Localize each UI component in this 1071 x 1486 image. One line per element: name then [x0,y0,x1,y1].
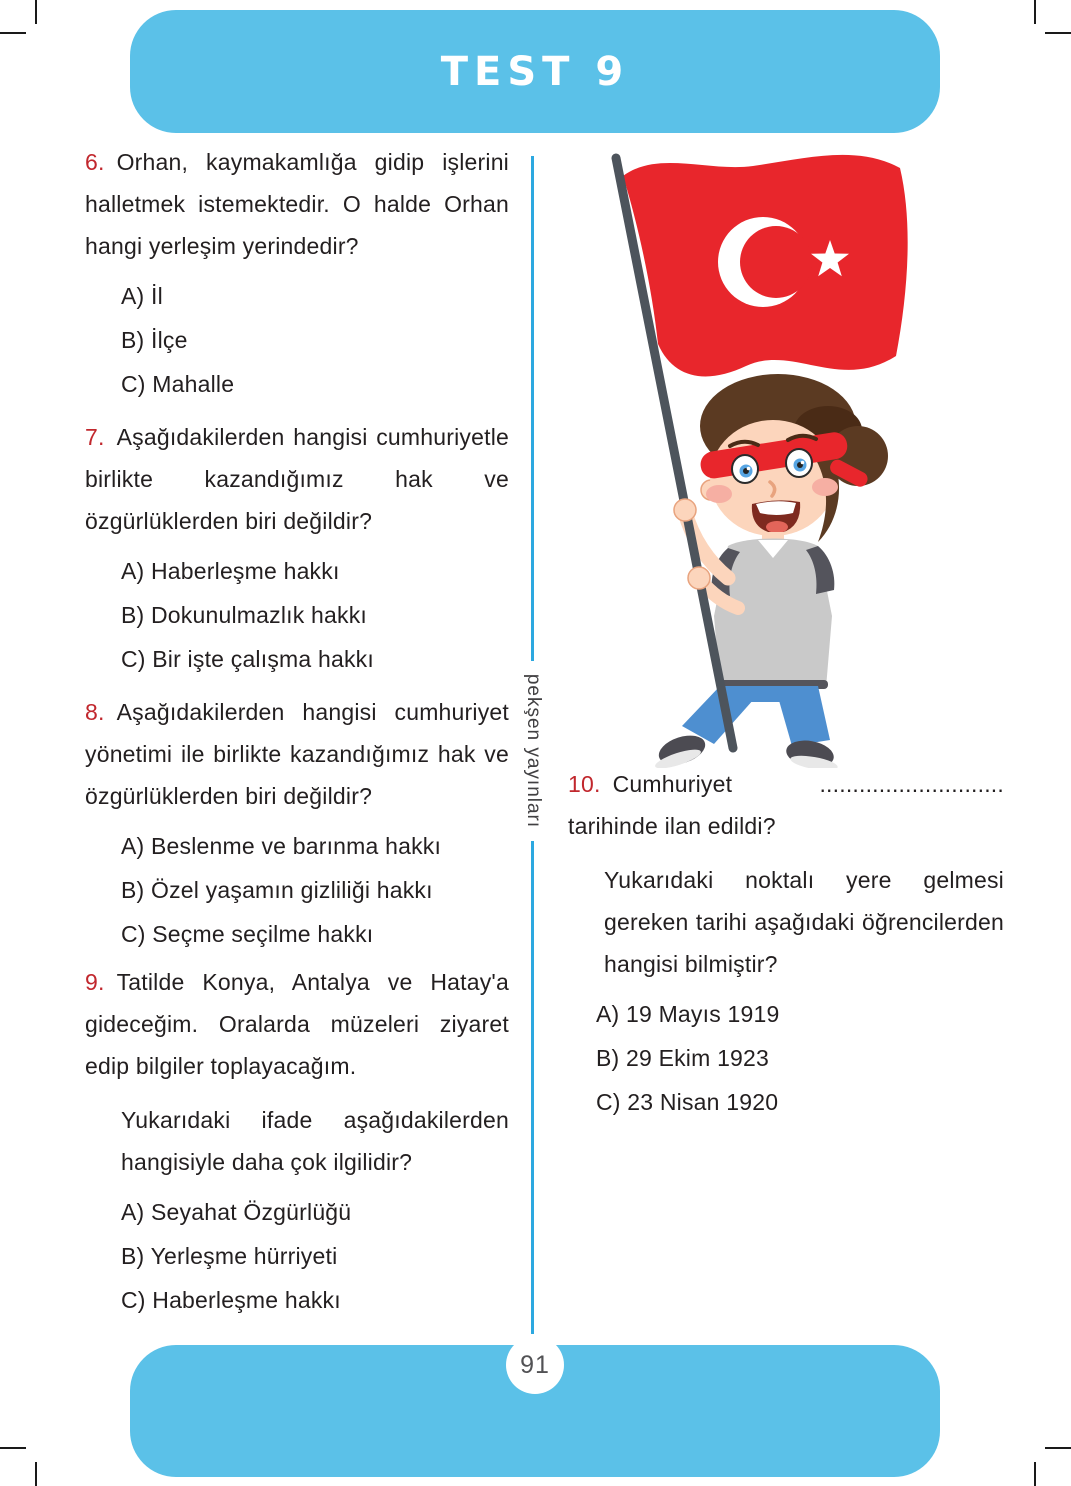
question-text [85,141,509,267]
answer-option: C) Seçme seçilme hakkı [121,921,374,947]
answer-option: B) Dokunulmazlık hakkı [121,602,367,628]
answer-option: A) 19 Mayıs 1919 [596,1001,780,1027]
column-divider [531,841,534,1334]
boy-jeans-leg [776,686,830,746]
answer-option: C) 23 Nisan 1920 [596,1089,779,1115]
question-text [568,763,1004,847]
answer-option: A) Seyahat Özgürlüğü [121,1199,352,1225]
publisher-watermark: pekşen yayınları [523,673,544,829]
question-6 [85,141,509,415]
options-list [121,833,509,948]
options-list [121,558,509,673]
boy-hand [688,567,710,589]
answer-option: B) Yerleşme hürriyeti [121,1243,338,1269]
crop-mark [1034,1462,1036,1486]
test-title: TEST 9 [440,48,630,95]
boy-holding-turkish-flag-illustration [578,138,1008,768]
question-text [85,691,509,817]
crop-mark [35,0,37,24]
test-header-band [130,10,940,133]
boy-tongue [766,521,788,533]
crop-mark [1034,0,1036,24]
options-list [596,1001,1004,1116]
options-list [121,1199,509,1314]
answer-option: B) İlçe [121,327,188,353]
question-number: 9. [85,969,105,995]
answer-option: B) 29 Ekim 1923 [596,1045,770,1071]
boy-hand [674,499,696,521]
question-9 [85,961,509,1331]
boy-teeth [756,501,796,515]
page-number-badge [506,1336,564,1394]
answer-option: A) Haberleşme hakkı [121,558,340,584]
question-body: Aşağıdakilerden hangisi cumhuriyet yönetimi ile birlikte kazandığımız hak ve özgürlüklerden biri değildir? [85,699,509,809]
boy-cheek [812,478,838,496]
question-number: 10. [568,771,601,797]
crop-mark [35,1462,37,1486]
boy-cheek [706,485,732,503]
crop-mark [0,32,26,34]
answer-option: B) Özel yaşamın gizliliği hakkı [121,877,433,903]
boy [653,374,888,768]
question-8 [85,691,509,965]
question-text [85,961,509,1087]
question-body: Aşağıdakilerden hangisi cumhuriyetle birlikte kazandığımız hak ve özgürlüklerden biri değildir? [85,424,509,534]
question-body: Cumhuriyet ............................ tarihinde ilan edildi? [568,771,1004,839]
answer-option: A) İl [121,283,163,309]
question-subtext: Yukarıdaki ifade aşağıdakilerden hangisiyle daha çok ilgilidir? [121,1107,509,1175]
question-body: Orhan, kaymakamlığa gidip işlerini halletmek istemektedir. O halde Orhan hangi yerleşim yerindedir? [85,149,509,259]
page-number: 91 [520,1350,550,1379]
turkish-flag [623,155,908,377]
answer-option: A) Beslenme ve barınma hakkı [121,833,442,859]
question-body: Tatilde Konya, Antalya ve Hatay'a gideceğim. Oralarda müzeleri ziyaret edip bilgiler toplayacağım. [85,969,509,1079]
question-text [85,416,509,542]
answer-option: C) Haberleşme hakkı [121,1287,341,1313]
question-7 [85,416,509,690]
question-number: 6. [85,149,105,175]
column-divider [531,156,534,661]
options-list [121,283,509,398]
question-number: 7. [85,424,105,450]
crop-mark [1045,32,1071,34]
question-subtext: Yukarıdaki noktalı yere gelmesi gereken tarihi aşağıdaki öğrencilerden hangisi bilmiştir? [604,867,1004,977]
answer-option: C) Mahalle [121,371,235,397]
crop-mark [0,1447,26,1449]
answer-option: C) Bir işte çalışma hakkı [121,646,374,672]
crop-mark [1045,1447,1071,1449]
question-number: 8. [85,699,105,725]
question-10 [568,763,1004,1133]
